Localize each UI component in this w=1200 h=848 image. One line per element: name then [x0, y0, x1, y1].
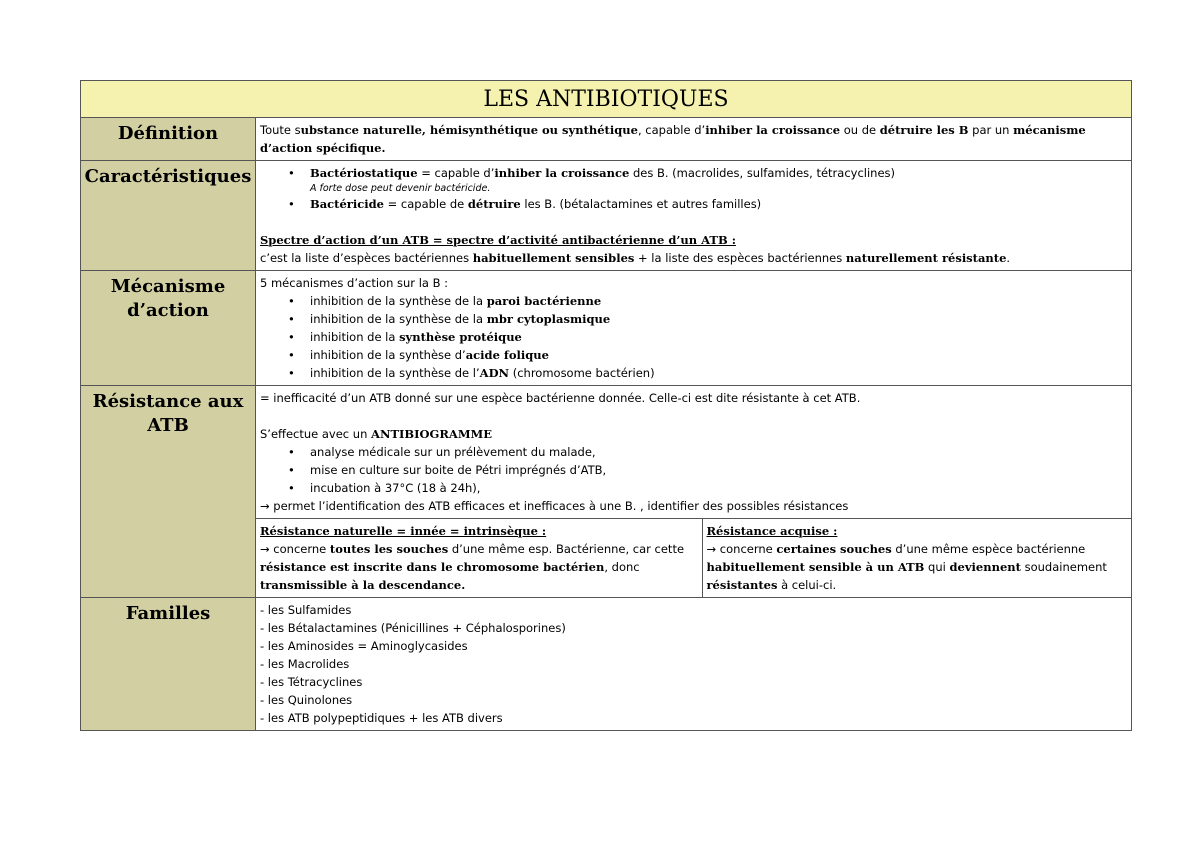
row-resistance [81, 386, 1132, 598]
list-item: • incubation à 37°C (18 à 24h), [296, 479, 1127, 497]
familles-text [256, 598, 1132, 731]
mecanisme-heading: Mécanisme d’action [81, 271, 256, 386]
list-item: - les Aminosides = Aminoglycasides [260, 639, 468, 653]
note: A forte dose peut devenir bactéricide. [310, 183, 491, 194]
permet-line: → permet l’identification des ATB efficaces et inefficaces à une B. , identifier des possibles résistances [260, 499, 849, 513]
caracteristiques-heading: Caractéristiques [81, 161, 256, 271]
definition-text: Toute substance naturelle, hémisynthétique ou synthétique, capable d’inhiber la croissance ou de détruire les B par un mécanisme d’action spécifique. [256, 118, 1132, 161]
mecanisme-text [256, 271, 1132, 386]
resistance-definition: = inefficacité d’un ATB donné sur une espèce bactérienne donnée. Celle-ci est dite résistante à cet ATB. [260, 391, 861, 405]
resistance-acquise: Résistance acquise : → concerne certaines souches d’une même espèce bactérienne habituellement sensible à un ATB qui deviennent soudainement résistantes à celui-ci. [706, 524, 1107, 592]
list-item: - les Bétalactamines (Pénicillines + Céphalosporines) [260, 621, 566, 635]
spectre-text: c’est la liste d’espèces bactériennes habituellement sensibles + la liste des espèces bactériennes naturellement résistante. [260, 251, 1011, 265]
spectre-title: Spectre d’action d’un ATB = spectre d’activité antibactérienne d’un ATB : [260, 233, 736, 247]
list-item: - les Tétracyclines [260, 675, 363, 689]
list-item: • inhibition de la synthèse de l’ADN (chromosome bactérien) [296, 364, 1127, 382]
caracteristiques-text [256, 161, 1132, 271]
list-item: • analyse médicale sur un prélèvement du malade, [296, 443, 1127, 461]
list-item: • inhibition de la synthèse d’acide folique [296, 346, 1127, 364]
list-item: • Bactéricide = capable de détruire les B. (bétalactamines et autres familles) [296, 195, 1127, 213]
list-item: - les Sulfamides [260, 603, 352, 617]
row-familles [81, 598, 1132, 731]
antibiogramme-line: S’effectue avec un ANTIBIOGRAMME [260, 427, 493, 441]
list-item: - les Macrolides [260, 657, 350, 671]
definition-heading: Définition [81, 118, 256, 161]
mecanisme-intro: 5 mécanismes d’action sur la B : [260, 276, 449, 290]
row-mecanisme [81, 271, 1132, 386]
resistance-text [256, 386, 1132, 598]
page-title: LES ANTIBIOTIQUES [81, 81, 1132, 118]
row-caracteristiques [81, 161, 1132, 271]
resistance-naturelle: Résistance naturelle = innée = intrinsèque : → concerne toutes les souches d’une même esp. Bactérienne, car cette résistance est inscrite dans le chromosome bactérien, donc transmissible à la descendance. [256, 519, 702, 597]
list-item: • inhibition de la synthèse de la paroi bactérienne [296, 292, 1127, 310]
list-item: • inhibition de la synthèse protéique [296, 328, 1127, 346]
list-item: • Bactériostatique = capable d’inhiber la croissance des B. (macrolides, sulfamides, tétracyclines) A forte dose peut devenir bactéricide. [296, 164, 1127, 195]
familles-heading: Familles [81, 598, 256, 731]
list-item: • mise en culture sur boite de Pétri imprégnés d’ATB, [296, 461, 1127, 479]
list-item: - les Quinolones [260, 693, 353, 707]
resistance-heading: Résistance aux ATB [81, 386, 256, 598]
list-item: • inhibition de la synthèse de la mbr cytoplasmique [296, 310, 1127, 328]
list-item: - les ATB polypeptidiques + les ATB divers [260, 711, 503, 725]
resistance-types [256, 519, 1131, 597]
antibiotics-table [80, 80, 1132, 731]
row-definition [81, 118, 1132, 161]
